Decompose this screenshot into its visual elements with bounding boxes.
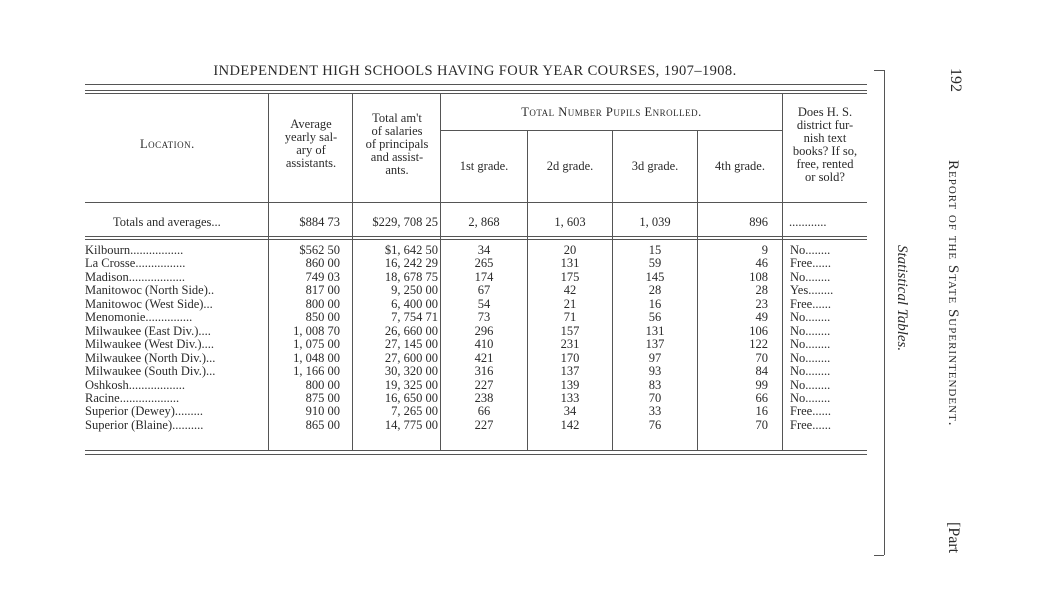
header-avg-line: Average [290,117,332,131]
table-row [0,379,880,392]
cell-location: Racine................... [85,391,180,405]
header-textbooks-line: books? If so, [792,144,858,158]
cell-grade3: 16 [648,297,662,311]
table-row [0,325,880,338]
cell-grade3: 137 [645,338,665,352]
cell-grade2: 133 [560,391,580,405]
cell-grade3: 97 [648,351,662,365]
cell-grade1: 174 [474,270,494,284]
cell-total-salaries: 14, 775 00 [384,418,438,432]
cell-grade2: 71 [563,311,577,325]
cell-grade3: 131 [645,324,665,338]
cell-grade2: 21 [563,297,577,311]
cell-grade4: 16 [755,405,768,419]
totals-textbooks: ............ [789,215,827,229]
cell-textbooks: No........ [790,338,831,352]
totals-grade1: 2, 868 [468,215,500,229]
cell-avg-salary: 875 00 [305,391,340,405]
cell-grade2: 131 [560,257,580,271]
cell-textbooks: No........ [790,391,831,405]
cell-grade3: 83 [648,378,662,392]
header-textbooks-line: free, rented [796,157,854,171]
cell-grade2: 42 [563,284,577,298]
cell-grade4: 9 [761,244,768,257]
cell-total-salaries: 7, 265 00 [391,405,438,419]
totals-avg-salary: $884 73 [299,215,340,229]
cell-grade3: 145 [645,270,665,284]
cell-grade1: 421 [474,351,494,365]
cell-location: La Crosse................ [85,257,186,271]
cell-avg-salary: 860 00 [305,257,340,271]
cell-avg-salary: 910 00 [305,405,340,419]
cell-textbooks: Free...... [790,297,831,311]
cell-avg-salary: 1, 166 00 [293,365,340,379]
cell-location: Manitowoc (West Side)... [85,297,213,311]
cell-grade3: 76 [648,418,662,432]
table-row [0,257,880,270]
cell-location: Superior (Blaine).......... [85,418,204,432]
totals-total-salaries: $229, 708 25 [372,215,438,229]
cell-grade4: 23 [755,297,768,311]
cell-avg-salary: 850 00 [305,311,340,325]
cell-location: Superior (Dewey)......... [85,405,204,419]
cell-location: Milwaukee (South Div.)... [85,365,216,379]
cell-grade4: 70 [755,351,768,365]
header-textbooks-line: Does H. S. [797,105,853,119]
cell-grade1: 73 [477,311,491,325]
header-location: Location. [140,137,195,151]
cell-grade2: 34 [563,405,577,419]
page-title: INDEPENDENT HIGH SCHOOLS HAVING FOUR YEAR COURSES, 1907–1908. [213,63,737,79]
cell-total-salaries: $1, 642 50 [384,244,438,257]
cell-total-salaries: 16, 650 00 [384,391,438,405]
cell-total-salaries: 18, 678 75 [384,270,438,284]
cell-avg-salary: 1, 008 70 [293,324,340,338]
table-row [0,271,880,284]
cell-textbooks: No........ [790,244,831,257]
cell-location: Madison.................. [85,270,185,284]
cell-grade2: 137 [560,365,580,379]
header-pupils-group: Total Number Pupils Enrolled. [521,105,702,119]
cell-grade3: 56 [648,311,662,325]
cell-grade2: 139 [560,378,580,392]
header-textbooks-line: district fur- [796,118,854,132]
cell-total-salaries: 16, 242 29 [384,257,438,271]
cell-grade4: 66 [755,391,768,405]
cell-grade2: 175 [560,270,580,284]
cell-grade1: 54 [477,297,491,311]
totals-grade4: 896 [749,215,768,229]
header-avg-line: assistants. [285,156,337,170]
cell-grade3: 70 [648,391,662,405]
cell-textbooks: Yes........ [790,284,834,298]
cell-grade1: 296 [474,324,494,338]
cell-grade2: 170 [560,351,580,365]
cell-grade4: 28 [755,284,768,298]
header-grade1: 1st grade. [459,159,509,173]
cell-avg-salary: 865 00 [305,418,340,432]
cell-grade4: 84 [755,365,768,379]
cell-grade2: 231 [560,338,580,352]
cell-total-salaries: 19, 325 00 [384,378,438,392]
cell-grade2: 20 [563,244,577,257]
page-number: 192 [947,68,964,92]
cell-avg-salary: 1, 075 00 [293,338,340,352]
cell-grade1: 410 [474,338,494,352]
cell-location: Milwaukee (East Div.).... [85,324,211,338]
cell-location: Oshkosh.................. [85,378,186,392]
cell-location: Manitowoc (North Side).. [85,284,215,298]
header-total-line: ants. [385,163,409,177]
header-grade4: 4th grade. [715,159,765,173]
cell-textbooks: No........ [790,324,831,338]
section-label: Statistical Tables. [894,245,910,352]
header-total-line: Total am't [372,111,422,125]
cell-grade1: 67 [477,284,491,298]
header-total-line: and assist- [370,150,424,164]
totals-grade2: 1, 603 [554,215,586,229]
part-label: [Part [945,522,962,554]
cell-avg-salary: $562 50 [299,244,340,257]
cell-location: Kilbourn................. [85,244,184,257]
cell-textbooks: Free...... [790,257,831,271]
cell-grade4: 106 [749,324,768,338]
cell-avg-salary: 749 03 [305,270,340,284]
cell-textbooks: No........ [790,365,831,379]
table-row [0,365,880,378]
cell-textbooks: No........ [790,270,831,284]
table-row [0,298,880,311]
cell-grade4: 70 [755,418,768,432]
cell-total-salaries: 7, 754 71 [391,311,438,325]
cell-location: Milwaukee (North Div.)... [85,351,216,365]
totals-label: Totals and averages... [113,215,221,229]
cell-total-salaries: 27, 600 00 [384,351,438,365]
table-row [0,244,880,257]
table-row [0,338,880,351]
cell-grade1: 34 [477,244,491,257]
cell-grade1: 238 [474,391,494,405]
cell-total-salaries: 27, 145 00 [384,338,438,352]
cell-grade3: 28 [648,284,662,298]
table-row [0,311,880,324]
cell-grade1: 265 [474,257,494,271]
header-textbooks-line: or sold? [805,170,845,184]
cell-grade1: 316 [474,365,494,379]
running-head: Report of the State Superintendent. [945,160,961,427]
cell-total-salaries: 26, 660 00 [384,324,438,338]
cell-avg-salary: 800 00 [305,378,340,392]
cell-grade4: 99 [755,378,768,392]
cell-total-salaries: 9, 250 00 [391,284,438,298]
cell-textbooks: No........ [790,378,831,392]
table-row [0,392,880,405]
table-row [0,352,880,365]
cell-avg-salary: 817 00 [305,284,340,298]
cell-grade3: 93 [648,365,662,379]
totals-grade3: 1, 039 [639,215,671,229]
header-total-line: of salaries [371,124,423,138]
cell-grade2: 157 [560,324,580,338]
header-grade2: 2d grade. [546,159,594,173]
cell-total-salaries: 6, 400 00 [391,297,438,311]
cell-grade4: 46 [755,257,768,271]
cell-grade1: 227 [474,378,494,392]
cell-grade2: 142 [560,418,580,432]
cell-textbooks: Free...... [790,418,831,432]
cell-grade4: 108 [749,270,768,284]
header-textbooks-line: nish text [803,131,847,145]
cell-textbooks: No........ [790,311,831,325]
cell-grade3: 59 [648,257,662,271]
table-row [0,419,880,432]
cell-grade4: 122 [749,338,768,352]
cell-textbooks: Free...... [790,405,831,419]
cell-grade3: 33 [648,405,662,419]
cell-grade4: 49 [755,311,768,325]
cell-avg-salary: 1, 048 00 [293,351,340,365]
table-row [0,284,880,297]
table-row [0,405,880,418]
cell-location: Milwaukee (West Div.).... [85,338,215,352]
cell-grade1: 66 [477,405,491,419]
cell-location: Menomonie............... [85,311,193,325]
cell-grade1: 227 [474,418,494,432]
margin-rule-inner [884,70,885,555]
header-avg-line: ary of [296,143,326,157]
cell-grade3: 15 [648,244,662,257]
cell-textbooks: No........ [790,351,831,365]
cell-total-salaries: 30, 320 00 [384,365,438,379]
header-total-line: of principals [365,137,429,151]
header-avg-line: yearly sal- [284,130,338,144]
cell-avg-salary: 800 00 [305,297,340,311]
header-grade3: 3d grade. [631,159,679,173]
